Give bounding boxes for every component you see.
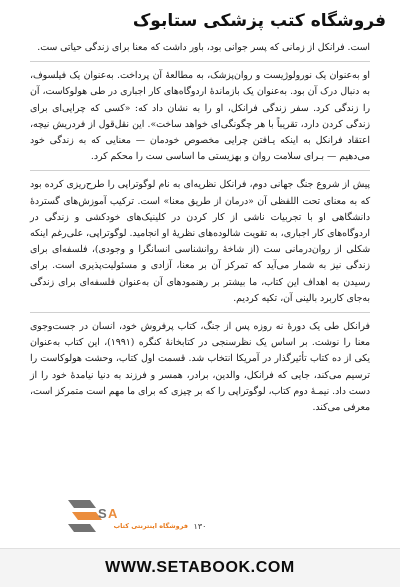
- body-text: [30, 40, 370, 422]
- watermark-tagline: فروشگاه اینترنتی کتاب: [113, 522, 188, 530]
- setabook-logo-icon: [62, 492, 122, 540]
- page-number: ۱۳۰: [193, 522, 207, 531]
- svg-text:S: S: [98, 506, 107, 521]
- footer-band: [0, 548, 400, 587]
- paragraph-1: است. فرانکل از زمانی که پسر جوانی بود، باور داشت که معنا برای زندگی حیاتی ست.: [30, 40, 370, 62]
- svg-text:A: A: [108, 506, 118, 521]
- setabook-watermark: [62, 492, 188, 542]
- paragraph-2: او به‌عنوان یک نورولوژیست و روان‌پزشک، به مطالعهٔ آن پرداخت. به‌عنوان یک فیلسوف، به دنبال درک آن بود. به‌عنوان یک بازماندهٔ اردوگاه‌های کار اجباری در طی هولوکاست، آن را زندگی کرد. سفر زندگی فرانکل، او را به نشان داد که: «کسی که چرایی‌ای برای زندگی کردن دارد، تقریباً با هر چگونگی‌ای خواهد ساخت». این نقل‌قول از فردریش نیچه، اعتقاد فرانکل به اینکه یـافتن چرایی مخصوص خودمان — معنایی که به زندگی خود می‌دهیم — بـرای سلامت روان و بهزیستی ما اساسی ست را محکم کرد.: [30, 68, 370, 171]
- website-url[interactable]: WWW.SETABOOK.COM: [105, 559, 295, 576]
- paragraph-4: فرانکل طی یک دورهٔ نه روزه پس از جنگ، کتاب پرفروش خود، انسان در جست‌وجوی معنا را نوشت. بر اساس یک نظرسنجی در کتابخانهٔ کنگره (۱۹۹۱)، این کتاب به‌عنوان یکی از ده کتاب تأثیرگذار در آمریکا انتخاب شد. قسمت اول کتاب، وحشت هولوکاست را ترسیم می‌کند، جایی که فرانکل، والدین، برادر، همسر و فرزند به دنیا نیامدهٔ خود را از دست داد. نیمـهٔ دوم کتاب، لوگوتراپی را که بر چیزی که برای ما مهم است متمرکز است، معرفی می‌کند.: [30, 321, 370, 414]
- paragraph-3: پیش از شروع جنگ جهانی دوم، فرانکل نظریه‌ای به نام لوگوتراپی را طرح‌ریزی کرده بود که به معنای تحت اللفظی آن «درمان از طریق معنا» است. ترکیب آموزش‌های گستردهٔ دانشگاهی او با تجربیات ناشی از کار کردن در کلینیک‌های خودکشی و زندگی در اردوگاه‌های کار اجباری، به تقویت شالوده‌های نظریهٔ او انجامید. لوگوتراپی، علی‌رغم اینکه شکلی از روان‌درمانی ست (از شاخهٔ روانشناسی انسانگرا و وجودی)، فلسفه‌ای برای زندگی نیز به شمار می‌آید که تمرکز آن بر معنا، آزادی و مسئولیت‌پذیری است. برای رسیدن به اهداف این کتاب، ما بیشتر بر رهنمودهای آن به‌عنوان فلسفه‌ای برای زندگی به‌جای کاربرد بالینی آن، تکیه کردیم.: [30, 177, 370, 313]
- page-header-title: فروشگاه کتب پزشکی ستابوک: [132, 11, 386, 31]
